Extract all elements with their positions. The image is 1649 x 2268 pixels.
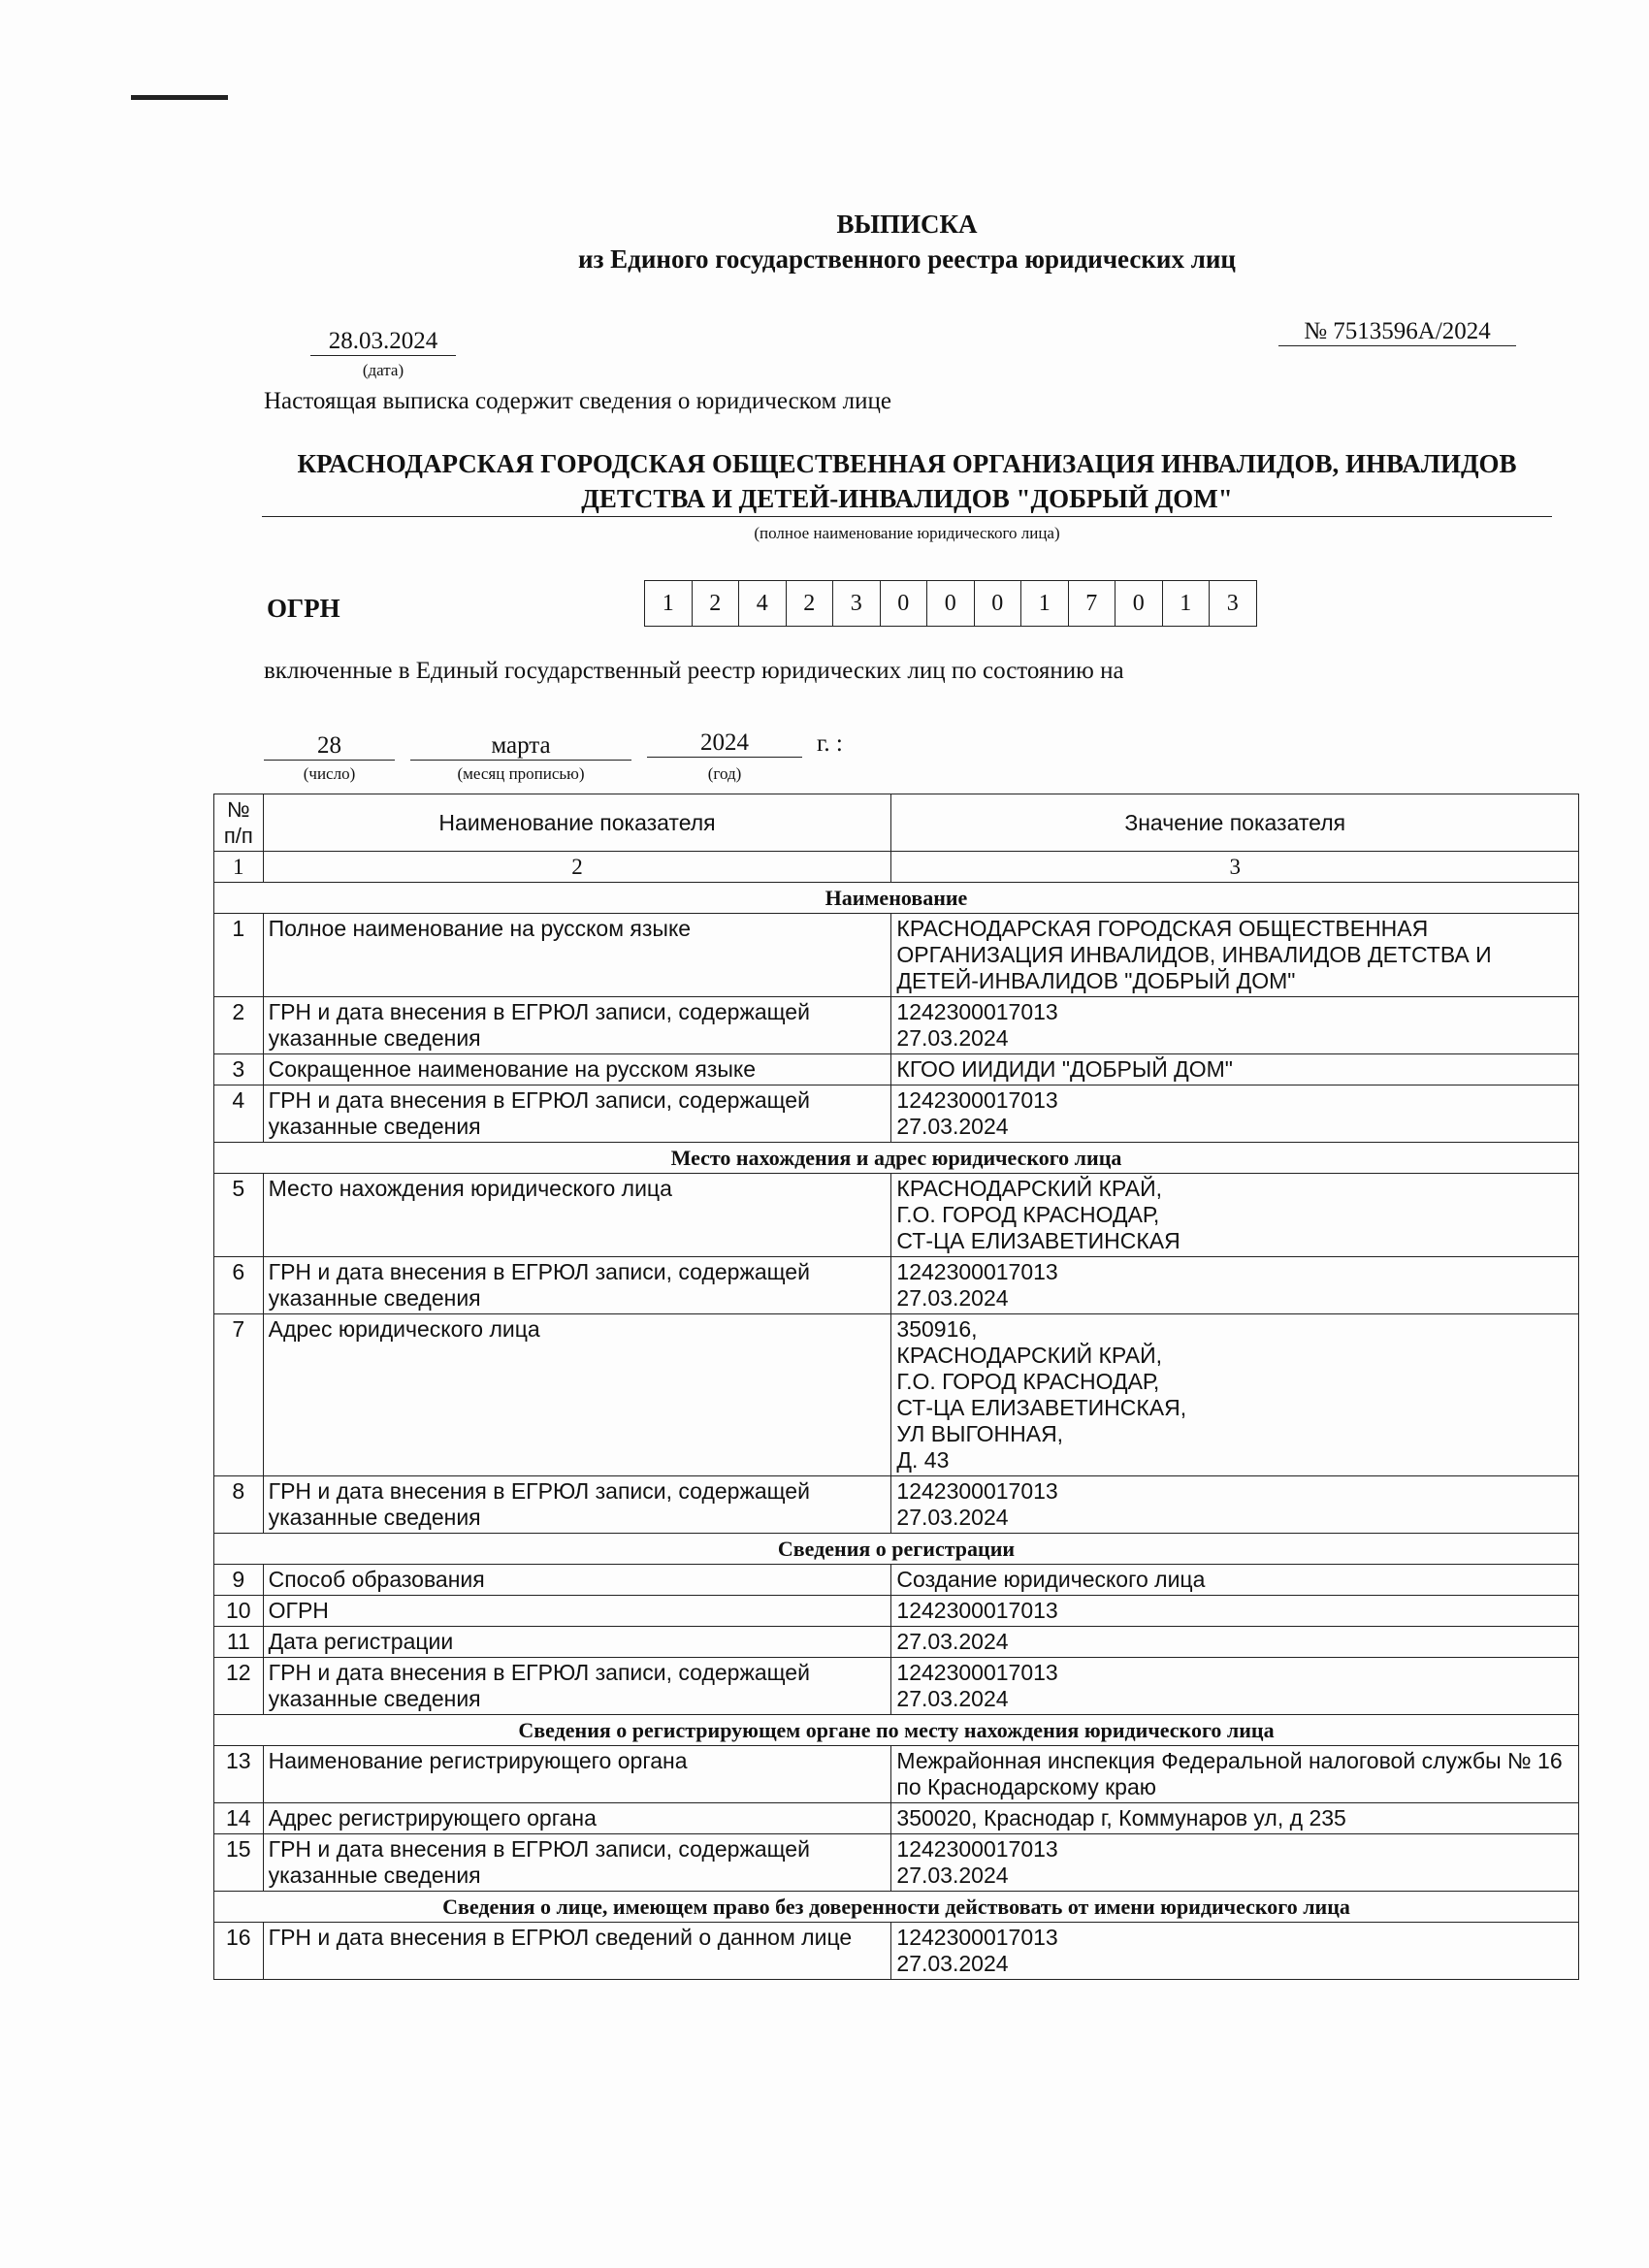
row-indicator-value: КРАСНОДАРСКАЯ ГОРОДСКАЯ ОБЩЕСТВЕННАЯ ОРГАНИЗАЦИЯ ИНВАЛИДОВ, ИНВАЛИДОВ ДЕТСТВА И ДЕТЕЙ-ИНВАЛИДОВ "ДОБРЫЙ ДОМ" xyxy=(891,914,1579,997)
row-indicator-name: ОГРН xyxy=(263,1596,891,1627)
included-text: включенные в Единый государственный реестр юридических лиц по состоянию на xyxy=(264,658,1124,684)
table-row xyxy=(214,1746,1579,1803)
row-indicator-name: Сокращенное наименование на русском языке xyxy=(263,1054,891,1085)
header-value: Значение показателя xyxy=(891,794,1579,852)
row-indicator-value: 27.03.2024 xyxy=(891,1627,1579,1658)
row-number: 13 xyxy=(214,1746,264,1803)
row-indicator-name: ГРН и дата внесения в ЕГРЮЛ записи, содержащей указанные сведения xyxy=(263,997,891,1054)
row-number: 11 xyxy=(214,1627,264,1658)
registry-table xyxy=(213,794,1579,1980)
row-number: 8 xyxy=(214,1476,264,1534)
state-day: 28 xyxy=(264,732,395,761)
row-indicator-value: 350020, Краснодар г, Коммунаров ул, д 235 xyxy=(891,1803,1579,1834)
row-number: 2 xyxy=(214,997,264,1054)
row-indicator-name: Полное наименование на русском языке xyxy=(263,914,891,997)
document-subtitle: из Единого государственного реестра юридических лиц xyxy=(578,244,1236,274)
section-row xyxy=(214,1892,1579,1923)
row-indicator-name: ГРН и дата внесения в ЕГРЮЛ записи, содержащей указанные сведения xyxy=(263,1257,891,1314)
row-indicator-name: Способ образования xyxy=(263,1565,891,1596)
row-indicator-name: ГРН и дата внесения в ЕГРЮЛ сведений о данном лице xyxy=(263,1923,891,1980)
ogrn-digit-box: 3 xyxy=(1226,590,1239,616)
row-indicator-value: 1242300017013 27.03.2024 xyxy=(891,1834,1579,1892)
row-number: 10 xyxy=(214,1596,264,1627)
table-row xyxy=(214,1834,1579,1892)
table-row xyxy=(214,1565,1579,1596)
ogrn-digit-box: 0 xyxy=(881,581,928,626)
ogrn-digit-box: 4 xyxy=(739,581,787,626)
index-cell-3: 3 xyxy=(891,852,1579,883)
row-indicator-name: Наименование регистрирующего органа xyxy=(263,1746,891,1803)
table-row xyxy=(214,914,1579,997)
row-number: 12 xyxy=(214,1658,264,1715)
header-num: № п/п xyxy=(214,794,264,852)
state-month-caption: (месяц прописью) xyxy=(457,764,585,783)
org-full-name: КРАСНОДАРСКАЯ ГОРОДСКАЯ ОБЩЕСТВЕННАЯ ОРГАНИЗАЦИЯ ИНВАЛИДОВ, ИНВАЛИДОВ ДЕТСТВА И ДЕТЕЙ-ИНВАЛИДОВ "ДОБРЫЙ ДОМ" xyxy=(297,449,1517,513)
section-title: Сведения о регистрации xyxy=(214,1534,1579,1565)
table-row xyxy=(214,1174,1579,1257)
extract-date: 28.03.2024 xyxy=(310,328,456,356)
ogrn-digit-box: 0 xyxy=(975,581,1022,626)
index-cell-1: 1 xyxy=(214,852,264,883)
state-suffix: г. : xyxy=(817,730,843,757)
table-row xyxy=(214,1596,1579,1627)
row-indicator-value: 1242300017013 27.03.2024 xyxy=(891,1476,1579,1534)
index-cell-2: 2 xyxy=(263,852,891,883)
row-number: 16 xyxy=(214,1923,264,1980)
intro-text: Настоящая выписка содержит сведения о юридическом лице xyxy=(264,388,891,414)
row-indicator-name: ГРН и дата внесения в ЕГРЮЛ записи, содержащей указанные сведения xyxy=(263,1085,891,1143)
state-day-caption: (число) xyxy=(303,764,356,783)
ogrn-digit-box: 2 xyxy=(787,581,834,626)
row-number: 3 xyxy=(214,1054,264,1085)
section-row xyxy=(214,883,1579,914)
ogrn-digit-box: 0 xyxy=(927,581,975,626)
section-row xyxy=(214,1715,1579,1746)
document-title: ВЫПИСКА xyxy=(836,210,978,239)
table-row xyxy=(214,1085,1579,1143)
row-indicator-value: Создание юридического лица xyxy=(891,1565,1579,1596)
table-body xyxy=(214,883,1579,1980)
state-year-caption: (год) xyxy=(707,764,742,783)
row-number: 1 xyxy=(214,914,264,997)
ogrn-digit-box: 1 xyxy=(645,581,693,626)
row-number: 4 xyxy=(214,1085,264,1143)
section-row xyxy=(214,1534,1579,1565)
ogrn-digit-box: 1 xyxy=(1021,581,1069,626)
row-number: 7 xyxy=(214,1314,264,1476)
header-name: Наименование показателя xyxy=(263,794,891,852)
row-indicator-value: 1242300017013 27.03.2024 xyxy=(891,1257,1579,1314)
row-indicator-value: КРАСНОДАРСКИЙ КРАЙ, Г.О. ГОРОД КРАСНОДАР, СТ-ЦА ЕЛИЗАВЕТИНСКАЯ xyxy=(891,1174,1579,1257)
section-title: Сведения о регистрирующем органе по месту нахождения юридического лица xyxy=(214,1715,1579,1746)
section-title: Место нахождения и адрес юридического лица xyxy=(214,1143,1579,1174)
table-row xyxy=(214,1054,1579,1085)
ogrn-digit-box: 0 xyxy=(1116,581,1163,626)
section-title: Сведения о лице, имеющем право без доверенности действовать от имени юридического лица xyxy=(214,1892,1579,1923)
date-caption: (дата) xyxy=(362,361,404,379)
table-index-row xyxy=(214,852,1579,883)
row-number: 5 xyxy=(214,1174,264,1257)
org-name-underline xyxy=(262,516,1552,517)
row-indicator-value: 350916, КРАСНОДАРСКИЙ КРАЙ, Г.О. ГОРОД КРАСНОДАР, СТ-ЦА ЕЛИЗАВЕТИНСКАЯ, УЛ ВЫГОННАЯ, Д. 43 xyxy=(891,1314,1579,1476)
ogrn-digit-box: 3 xyxy=(833,581,881,626)
ogrn-digit-box: 7 xyxy=(1069,581,1116,626)
state-year: 2024 xyxy=(647,729,802,758)
row-indicator-value: 1242300017013 27.03.2024 xyxy=(891,997,1579,1054)
row-indicator-value: КГОО ИИДИДИ "ДОБРЫЙ ДОМ" xyxy=(891,1054,1579,1085)
table-row xyxy=(214,1803,1579,1834)
ogrn-boxes xyxy=(644,580,1257,627)
state-month: марта xyxy=(410,732,631,761)
row-indicator-name: ГРН и дата внесения в ЕГРЮЛ записи, содержащей указанные сведения xyxy=(263,1834,891,1892)
row-indicator-value: Межрайонная инспекция Федеральной налоговой службы № 16 по Краснодарскому краю xyxy=(891,1746,1579,1803)
ogrn-label: ОГРН xyxy=(267,594,340,623)
row-indicator-name: ГРН и дата внесения в ЕГРЮЛ записи, содержащей указанные сведения xyxy=(263,1476,891,1534)
table-row xyxy=(214,1476,1579,1534)
table-row xyxy=(214,1314,1579,1476)
table-row xyxy=(214,1627,1579,1658)
row-indicator-value: 1242300017013 27.03.2024 xyxy=(891,1658,1579,1715)
table-row xyxy=(214,997,1579,1054)
table-header-row xyxy=(214,794,1579,852)
ogrn-digit-box: 1 xyxy=(1163,581,1211,626)
table-row xyxy=(214,1257,1579,1314)
row-number: 15 xyxy=(214,1834,264,1892)
org-name-caption: (полное наименование юридического лица) xyxy=(754,524,1060,542)
row-number: 6 xyxy=(214,1257,264,1314)
row-number: 14 xyxy=(214,1803,264,1834)
row-indicator-name: Адрес юридического лица xyxy=(263,1314,891,1476)
row-indicator-name: Дата регистрации xyxy=(263,1627,891,1658)
section-title: Наименование xyxy=(214,883,1579,914)
row-number: 9 xyxy=(214,1565,264,1596)
table-row xyxy=(214,1658,1579,1715)
row-indicator-value: 1242300017013 xyxy=(891,1596,1579,1627)
row-indicator-name: Адрес регистрирующего органа xyxy=(263,1803,891,1834)
scan-mark xyxy=(131,95,228,100)
extract-number: № 7513596А/2024 xyxy=(1278,318,1516,346)
row-indicator-name: Место нахождения юридического лица xyxy=(263,1174,891,1257)
row-indicator-value: 1242300017013 27.03.2024 xyxy=(891,1923,1579,1980)
ogrn-digit-box: 2 xyxy=(693,581,740,626)
section-row xyxy=(214,1143,1579,1174)
row-indicator-value: 1242300017013 27.03.2024 xyxy=(891,1085,1579,1143)
table-row xyxy=(214,1923,1579,1980)
row-indicator-name: ГРН и дата внесения в ЕГРЮЛ записи, содержащей указанные сведения xyxy=(263,1658,891,1715)
